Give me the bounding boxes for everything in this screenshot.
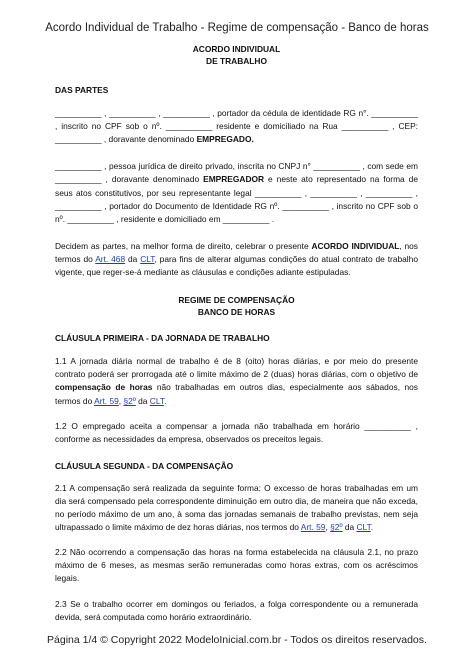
document-title-line2: DE TRABALHO bbox=[206, 56, 267, 66]
link-art-59[interactable]: Art. 59 bbox=[94, 395, 119, 406]
c11-text-2: não trabalhadas em outros dias, especialmente aos sábados, nos termos do bbox=[55, 382, 418, 406]
c11-text-3: da bbox=[135, 395, 150, 406]
decidem-text-1: Decidem as partes, na melhor forma de direito, celebrar o presente bbox=[55, 240, 312, 251]
link-paragrafo-2[interactable]: §2º bbox=[330, 522, 343, 533]
clausula-segunda-heading: CLÁUSULA SEGUNDA - DA COMPENSAÇÃO bbox=[55, 460, 234, 471]
decidem-text-2: , nos termos do bbox=[55, 240, 418, 264]
section-heading-partes: DAS PARTES bbox=[55, 85, 109, 95]
clausula-2-3: 2.3 Se o trabalho ocorrer em domingos ou feriados, a folga correspondente ou a remunerada devida, será computada como horário extraordinário. bbox=[55, 598, 418, 622]
decidem-text-4: , para fins de alterar algumas condições do atual contrato de trabalho vigente, que reger-se-á mediante as cláusulas e condições adiante estipuladas. bbox=[55, 253, 418, 278]
c21-end: . bbox=[370, 522, 374, 533]
regime-title bbox=[55, 294, 418, 318]
page-header-title: Acordo Individual de Trabalho - Regime de compensação - Banco de horas bbox=[45, 22, 429, 34]
empregador-bold: EMPREGADOR bbox=[203, 174, 265, 185]
clausula-primeira-heading: CLÁUSULA PRIMEIRA - DA JORNADA DE TRABALHO bbox=[55, 333, 270, 344]
link-clt[interactable]: CLT bbox=[149, 395, 165, 406]
decidem-bold: ACORDO INDIVIDUAL bbox=[311, 240, 400, 251]
document-title bbox=[55, 43, 418, 67]
clausula-2-1 bbox=[55, 482, 418, 534]
c11-bold: compensação de horas bbox=[55, 382, 153, 393]
clausula-2-2: 2.2 Não ocorrendo a compensação das horas na forma estabelecida na cláusula 2.1, no prazo máximo de 6 meses, as mesmas serão remuneradas como horas extras, com os acréscimos legais. bbox=[55, 547, 418, 584]
regime-title-line1: REGIME DE COMPENSAÇÃO bbox=[178, 295, 295, 306]
document-body bbox=[55, 42, 418, 624]
paragraph-decidem bbox=[55, 240, 418, 279]
page-footer: Página 1/4 © Copyright 2022 ModeloInicial.com.br - Todos os direitos reservados. bbox=[47, 634, 427, 646]
c11-end: . bbox=[164, 395, 167, 406]
link-paragrafo-2[interactable]: §2º bbox=[123, 395, 136, 406]
paragraph-empregador bbox=[55, 160, 418, 225]
empregador-text-1: __________ , pessoa jurídica de direito privado, inscrita no CNPJ n° __________ , com sede em __________ , doravante denominado bbox=[55, 161, 418, 185]
clausula-1-1 bbox=[55, 355, 418, 407]
c21-sep: , bbox=[325, 522, 331, 533]
paragraph-empregado bbox=[55, 107, 418, 146]
c11-text-1: 1.1 A jornada diária normal de trabalho é de 8 (oito) horas diárias, e por meio do presente contrato poderá ser prorrogada até o limite máximo de 2 (duas) horas diárias, com o objetivo de bbox=[55, 356, 418, 380]
empregado-bold: EMPREGADO. bbox=[196, 134, 254, 145]
link-art-468[interactable]: Art. 468 bbox=[95, 253, 126, 264]
link-clt[interactable]: CLT bbox=[140, 253, 155, 264]
link-clt[interactable]: CLT bbox=[356, 522, 371, 533]
c21-text-1: 2.1 A compensação será realizada da seguinte forma: O excesso de horas trabalhadas em um dia será compensado pela correspondente diminuição em outro dia, de maneira que não exceda, no período máximo de um ano, à soma das jornadas semanais de trabalho previstas, nem seja ultrapassado o limite máximo de dez horas diárias, nos termos do bbox=[55, 482, 418, 533]
empregado-text: __________ , __________ , __________ , portador da cédula de identidade RG n°. __________ , inscrito no CPF sob o nº. __________ residente e domiciliado na Rua __________ , CEP: __________ , doravante denominado bbox=[55, 108, 418, 145]
clausula-1-2: 1.2 O empregado aceita a compensar a jornada não trabalhada em horário __________ , conforme as necessidades da empresa, observados os preceitos legais. bbox=[55, 420, 418, 444]
decidem-text-3: da bbox=[125, 253, 141, 264]
empregador-text-2: e neste ato representado na forma de seus atos constitutivos, por seu representante legal __________ , __________ , __________ , __________ , portador do Documento de Identidade RG nº. __________ , inscrito no CPF sob o nº. __________ , residente e domiciliado em __________ . bbox=[55, 174, 418, 224]
document-title-line1: ACORDO INDIVIDUAL bbox=[192, 44, 281, 54]
link-art-59[interactable]: Art. 59 bbox=[300, 522, 326, 533]
c11-sep: , bbox=[118, 395, 124, 406]
c21-text-2: da bbox=[342, 522, 357, 533]
regime-title-line2: BANCO DE HORAS bbox=[197, 307, 276, 318]
